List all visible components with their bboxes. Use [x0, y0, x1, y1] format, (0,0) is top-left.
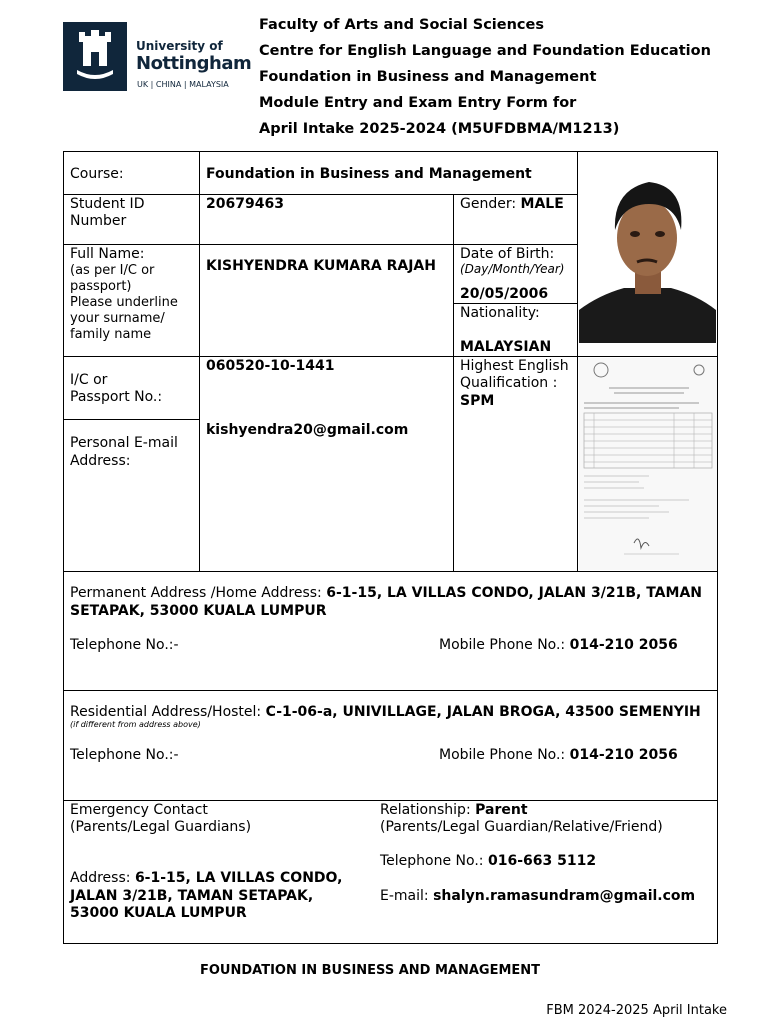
gender-label: Gender: [460, 196, 517, 212]
row-divider [63, 419, 200, 420]
res-mobile [439, 747, 678, 764]
emergency-email [380, 888, 695, 905]
emergency-telephone-value: 016-663 5112 [487, 853, 597, 869]
res-address [70, 704, 701, 721]
perm-mobile-label: Mobile Phone No.: [439, 637, 566, 653]
emergency-address-value-2: JALAN 3/21B, TAMAN SETAPAK, [70, 888, 314, 904]
res-address-value: C-1-06-a, UNIVILLAGE, JALAN BROGA, 43500 SEMENYIH [265, 704, 701, 720]
row-divider [63, 356, 718, 357]
relationship-value: Parent [475, 802, 528, 818]
perm-address [70, 585, 702, 602]
emergency-address-label: Address: [70, 870, 131, 886]
emergency-address-value-3: 53000 KUALA LUMPUR [70, 905, 247, 921]
emergency-address [70, 870, 342, 887]
perm-mobile [439, 637, 678, 654]
res-telephone-label: Telephone No.:- [70, 747, 179, 763]
english-label: Highest English [460, 358, 569, 374]
email-label-2: Address: [70, 453, 131, 469]
emergency-email-label: E-mail: [380, 888, 429, 904]
ic-label: I/C or [70, 372, 108, 388]
nationality-label: Nationality: [460, 305, 540, 321]
student-photo [579, 160, 716, 343]
full-name-hint [70, 263, 178, 343]
row-divider [63, 571, 718, 572]
dob-format: (Day/Month/Year) [460, 262, 565, 276]
res-address-note: (if different from address above) [70, 720, 201, 729]
header-form-name: Module Entry and Exam Entry Form for [259, 95, 577, 111]
logo-text-1: University of [136, 39, 223, 53]
spm-certificate-image [579, 358, 717, 570]
student-id-value: 20679463 [206, 196, 284, 212]
res-mobile-label: Mobile Phone No.: [439, 747, 566, 763]
row-divider [63, 194, 578, 195]
full-name-label: Full Name: [70, 246, 145, 262]
header-programme: Foundation in Business and Management [259, 69, 597, 85]
student-id-label-2: Number [70, 213, 127, 229]
full-name-hint-4: your surname/ [70, 311, 165, 326]
perm-mobile-value: 014-210 2056 [569, 637, 678, 653]
full-name-hint-3: Please underline [70, 295, 178, 310]
perm-telephone-label: Telephone No.:- [70, 637, 179, 653]
logo-text-2: Nottingham [136, 53, 252, 74]
emergency-telephone-label: Telephone No.: [380, 853, 484, 869]
course-label: Course: [70, 166, 124, 182]
email-label: Personal E-mail [70, 435, 178, 451]
emergency-address-value: 6-1-15, LA VILLAS CONDO, [134, 870, 343, 886]
course-value: Foundation in Business and Management [206, 166, 532, 182]
relationship [380, 802, 528, 819]
ic-value: 060520-10-1441 [206, 358, 335, 374]
perm-address-value-2: SETAPAK, 53000 KUALA LUMPUR [70, 603, 327, 619]
header-centre: Centre for English Language and Foundation Education [259, 43, 711, 59]
dob-label: Date of Birth: [460, 246, 555, 262]
emergency-email-value: shalyn.ramasundram@gmail.com [433, 888, 696, 904]
relationship-label: Relationship: [380, 802, 471, 818]
row-divider [63, 244, 578, 245]
relationship-hint: (Parents/Legal Guardian/Relative/Friend) [380, 819, 663, 835]
english-value: SPM [460, 393, 495, 409]
perm-address-label: Permanent Address /Home Address: [70, 585, 322, 601]
footer-note: FBM 2024-2025 April Intake [546, 1003, 727, 1018]
col-divider [577, 151, 578, 571]
full-name-hint-2: passport) [70, 279, 132, 294]
emergency-telephone [380, 853, 596, 870]
gender-value: MALE [520, 196, 564, 212]
gender-field [460, 196, 564, 213]
col-divider [453, 194, 454, 571]
res-address-label: Residential Address/Hostel: [70, 704, 262, 720]
full-name-value: KISHYENDRA KUMARA RAJAH [206, 258, 436, 274]
logo-text-3: UK | CHINA | MALAYSIA [137, 80, 229, 89]
row-divider [63, 800, 718, 801]
res-mobile-value: 014-210 2056 [569, 747, 678, 763]
header-intake: April Intake 2025-2024 (M5UFDBMA/M1213) [259, 121, 620, 137]
full-name-hint-5: family name [70, 327, 152, 342]
form-header [259, 12, 711, 142]
footer-title: FOUNDATION IN BUSINESS AND MANAGEMENT [200, 963, 541, 978]
header-faculty: Faculty of Arts and Social Sciences [259, 17, 544, 33]
email-value: kishyendra20@gmail.com [206, 422, 409, 438]
full-name-hint-1: (as per I/C or [70, 263, 155, 278]
emergency-label-2: (Parents/Legal Guardians) [70, 819, 252, 835]
student-id-label: Student ID [70, 196, 145, 212]
nationality-value: MALAYSIAN [460, 339, 552, 355]
emergency-label: Emergency Contact [70, 802, 208, 818]
ic-label-2: Passport No.: [70, 389, 163, 405]
row-divider [453, 303, 578, 304]
english-label-2: Qualification : [460, 375, 558, 391]
perm-address-value: 6-1-15, LA VILLAS CONDO, JALAN 3/21B, TAMAN [326, 585, 702, 601]
dob-value: 20/05/2006 [460, 286, 549, 302]
crest-icon [63, 22, 127, 91]
university-logo [63, 22, 252, 92]
col-divider [199, 151, 200, 571]
row-divider [63, 690, 718, 691]
